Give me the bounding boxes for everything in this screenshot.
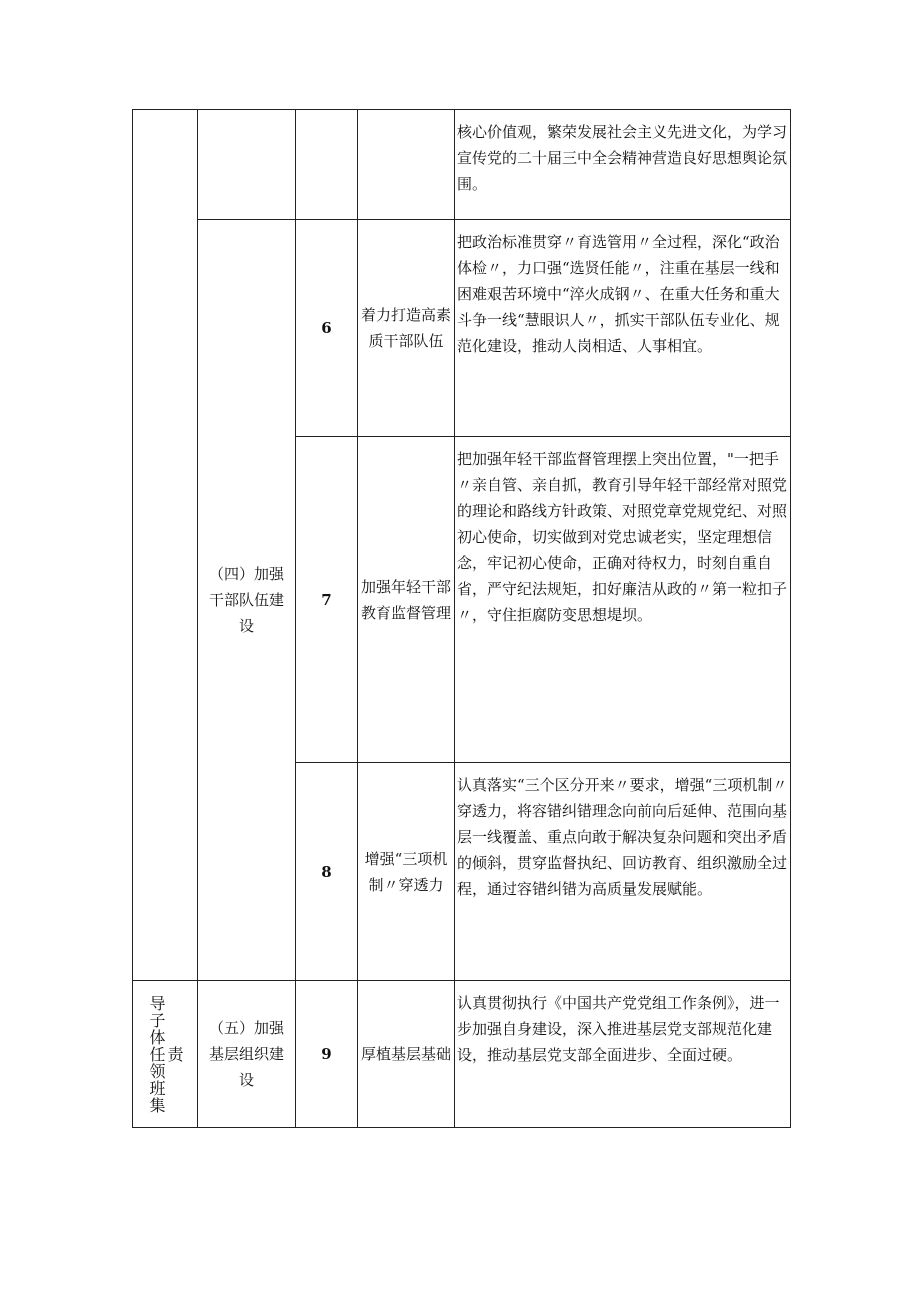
task-table xyxy=(132,109,791,1128)
item-cell: 加强年轻干部教育监督管理 xyxy=(358,437,455,763)
item-cell: 增强“三项机制〃穿透力 xyxy=(358,763,455,981)
group-label-col2: 责 xyxy=(165,1045,184,1063)
item-cell: 厚植基层基础 xyxy=(358,981,455,1128)
description-cell: 把加强年轻干部监督管理摆上突出位置，"一把手〃亲自管、亲自抓，教育引导年轻干部经常对照党的理论和路线方针政策、对照党章党规党纪、对照初心使命，切实做到对党忠诚老实，坚定理想信念，牢记初心使命，正确对待权力，时刻自重自省，严守纪法规矩，扣好廉洁从政的〃第一粒扣子〃，守住拒腐防变思想堤坝。 xyxy=(455,437,791,763)
description-cell: 认真落实“三个区分开来〃要求，增强“三项机制〃穿透力，将容错纠错理念向前向后延伸、范围向基层一线覆盖、重点向敢于解决复杂问题和突出矛盾的倾斜，贯穿监督执纪、回访教育、组织激励全过程，通过容错纠错为高质量发展赋能。 xyxy=(455,763,791,981)
table-row xyxy=(133,220,791,437)
table-row xyxy=(133,110,791,220)
item-cell xyxy=(358,110,455,220)
group-label-col1: 导子体任领班集 xyxy=(147,994,166,1114)
number-cell: 7 xyxy=(296,437,358,763)
number-cell: 9 xyxy=(296,981,358,1128)
number-cell xyxy=(296,110,358,220)
number-cell: 8 xyxy=(296,763,358,981)
description-cell: 认真贯彻执行《中国共产党党组工作条例》，进一步加强自身建设，深入推进基层党支部规范化建设，推动基层党支部全面进步、全面过硬。 xyxy=(455,981,791,1128)
group-label xyxy=(133,995,197,1114)
description-cell: 核心价值观，繁荣发展社会主义先进文化，为学习宣传党的二十届三中全会精神营造良好思想舆论氛围。 xyxy=(455,110,791,220)
category-cell: （五）加强基层组织建设 xyxy=(198,981,296,1128)
description-cell: 把政治标准贯穿〃育选管用〃全过程，深化“政治体检〃，力口强“选贤任能〃，注重在基层一线和困难艰苦环境中“淬火成钢〃、在重大任务和重大斗争一线“慧眼识人〃，抓实干部队伍专业化、规范化建设，推动人岗相适、人事相宜。 xyxy=(455,220,791,437)
group-cell xyxy=(133,981,198,1128)
category-cell xyxy=(198,110,296,220)
category-cell: （四）加强干部队伍建设 xyxy=(198,220,296,981)
group-cell xyxy=(133,110,198,981)
item-cell: 着力打造高素质干部队伍 xyxy=(358,220,455,437)
number-cell: 6 xyxy=(296,220,358,437)
table-row xyxy=(133,981,791,1128)
